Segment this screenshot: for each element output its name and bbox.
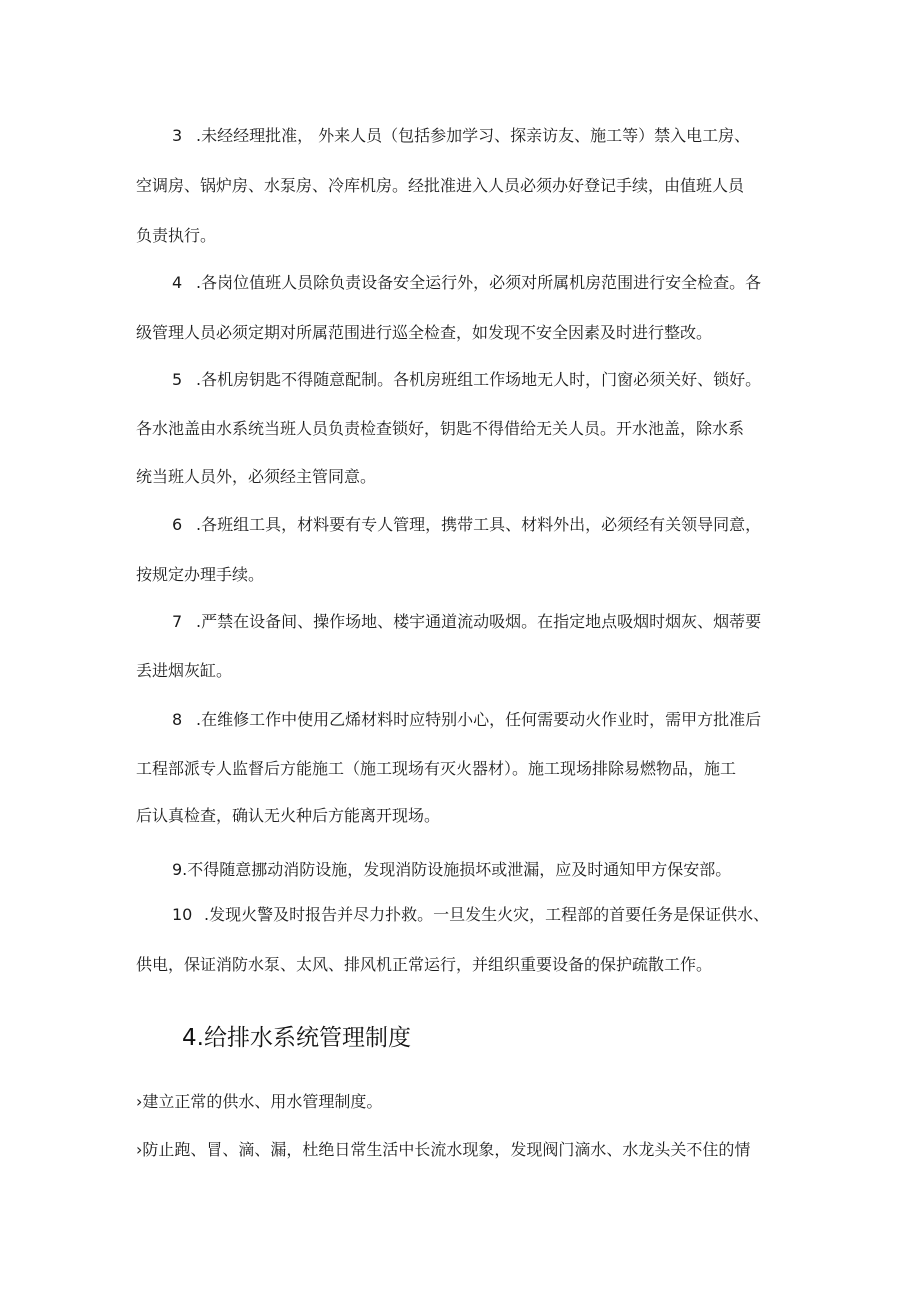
rule-7-text-1: .严禁在设备间、操作场地、楼宇通道流动吸烟。在指定地点吸烟时烟灰、烟蒂要 xyxy=(196,612,762,631)
rule-4-line-1 xyxy=(172,273,761,293)
rule-8-text-1: .在维修工作中使用乙烯材料时应特别小心，任何需要动火作业时，需甲方批准后 xyxy=(196,710,762,729)
rule-7-line-1 xyxy=(172,612,761,632)
rule-3-text-1: .未经经理批准， 外来人员（包括参加学习、探亲访友、施工等）禁入电工房、 xyxy=(196,126,751,145)
rule-6-number: 6 xyxy=(172,515,183,534)
rule-3-number: 3 xyxy=(172,126,183,145)
rule-4-text-1: .各岗位值班人员除负责设备安全运行外，必须对所属机房范围进行安全检查。各 xyxy=(196,273,762,292)
rule-5-text-1: .各机房钥匙不得随意配制。各机房班组工作场地无人时，门窗必须关好、锁好。 xyxy=(196,370,762,389)
rule-10-number: 10 xyxy=(172,905,193,924)
rule-8-line-1 xyxy=(172,710,761,730)
rule-3-line-2: 空调房、锅炉房、水泵房、冷库机房。经批准进入人员必须办好登记手续，由值班人员 xyxy=(136,176,745,195)
rule-8-number: 8 xyxy=(172,710,183,729)
rule-10-line-1 xyxy=(172,905,769,925)
section-heading: 4.给排水系统管理制度 xyxy=(182,1025,411,1051)
section-item-1: ›建立正常的供水、用水管理制度。 xyxy=(136,1092,383,1111)
rule-4-line-2: 级管理人员必须定期对所属范围进行巡全检查，如发现不安全因素及时进行整改。 xyxy=(136,323,713,342)
rule-6-text-1: .各班组工具，材料要有专人管理，携带工具、材料外出，必须经有关领导同意， xyxy=(196,515,762,534)
rule-3-line-1 xyxy=(172,126,750,146)
rule-10-line-2: 供电，保证消防水泵、太风、排风机正常运行，并组织重要设备的保护疏散工作。 xyxy=(136,955,713,974)
rule-3-line-3: 负责执行。 xyxy=(136,226,217,245)
rule-10-text-1: .发现火警及时报告并尽力扑救。一旦发生火灾，工程部的首要任务是保证供水、 xyxy=(204,905,770,924)
rule-5-number: 5 xyxy=(172,370,183,389)
rule-6-line-1 xyxy=(172,515,761,535)
rule-5-line-2: 各水池盖由水系统当班人员负责检查锁好，钥匙不得借给无关人员。开水池盖，除水系 xyxy=(136,419,745,438)
rule-9-line-1: 9.不得随意挪动消防设施，发现消防设施损坏或泄漏，应及时通知甲方保安部。 xyxy=(172,860,732,879)
rule-5-line-1 xyxy=(172,370,761,390)
rule-8-line-2: 工程部派专人监督后方能施工（施工现场有灭火器材）。施工现场排除易燃物品，施工 xyxy=(136,759,737,778)
rule-7-number: 7 xyxy=(172,612,183,631)
rule-8-line-3: 后认真检查，确认无火种后方能离开现场。 xyxy=(136,806,441,825)
section-item-2: ›防止跑、冒、滴、漏，杜绝日常生活中长流水现象，发现阀门滴水、水龙头关不住的情 xyxy=(136,1140,751,1159)
rule-7-line-2: 丢进烟灰缸。 xyxy=(136,661,233,680)
rule-6-line-2: 按规定办理手续。 xyxy=(136,565,265,584)
rule-5-line-3: 统当班人员外，必须经主管同意。 xyxy=(136,467,377,486)
rule-4-number: 4 xyxy=(172,273,183,292)
